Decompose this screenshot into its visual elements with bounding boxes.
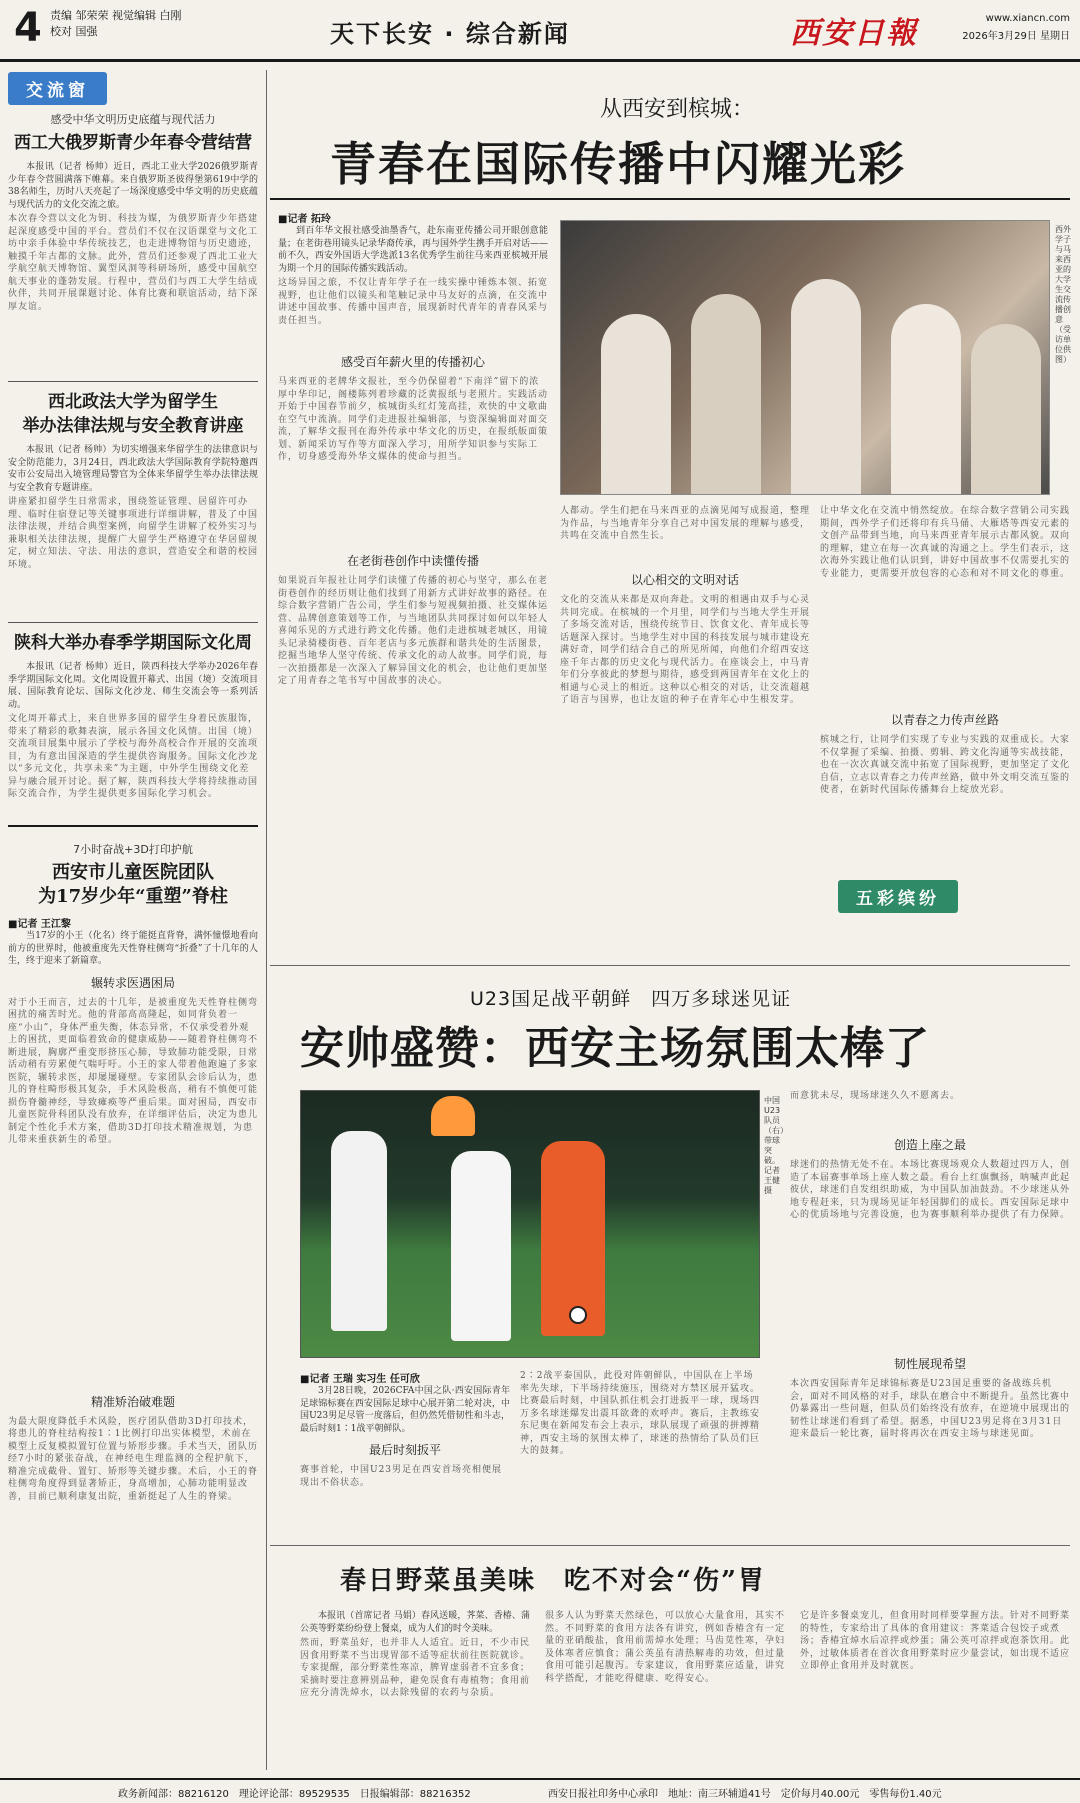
- masthead: [0, 0, 1080, 62]
- article-body-continued: 很多人认为野菜天然绿色，可以放心大量食用，其实不然。不同野菜的食用方法各有讲究，例如香椿含有一定量的亚硝酸盐，食用前需焯水处理；马齿苋性寒，孕妇及体寒者应慎食；蒲公英虽有清热解毒的功效，但过量食用可能引起腹泻。专家建议，食用野菜应适量，讲究科学搭配，才能吃得健康、吃得安心。: [545, 1611, 785, 1684]
- article-body-continued: 这场异国之旅，不仅让青年学子在一线实操中锤炼本领、拓宽视野，也让他们以镜头和笔触记录中马友好的点滴，在交流中讲述中国故事、传播中国声音，展现新时代青年的青春风采与责任担当。: [278, 278, 548, 326]
- subheading: 以心相交的文明对话: [630, 573, 739, 587]
- mid-article-column-2: [520, 1370, 760, 1530]
- colorful-badge: 五彩缤纷: [838, 880, 958, 913]
- divider: [8, 381, 258, 382]
- article-body-continued: 为最大限度降低手术风险，医疗团队借助3D打印技术，将患儿的脊柱结构按1∶1比例打印出实体模型，术前在模型上反复模拟置钉位置与矫形步骤。手术当天，团队历经7小时的紧张奋战，在神经电生理监测的全程护航下，精准完成截骨、置钉、矫形等关键步骤。术后，小王的脊柱侧弯角度得到显著矫正，身高增加，心肺功能明显改善，目前已顺利康复出院，重新挺起了人生的脊梁。: [8, 1416, 258, 1502]
- footer-printing: 西安日报社印务中心承印 地址：南三环辅道41号 定价每月40.00元 零售每份1.40元: [548, 1789, 942, 1800]
- article-body-continued: 赛事首轮，中国U23男足在西安首场亮相便展现出不俗状态。: [300, 1465, 503, 1488]
- article-body: 本报讯（记者 杨帅）为切实增强来华留学生的法律意识与安全防范能力，3月24日，西北政法大学国际教育学院特邀西安市公安局出入境管理局警官为全体来华留学生举办法律法规与安全教育专题讲座。: [8, 445, 258, 493]
- students-exchange-photo: [560, 220, 1050, 495]
- editor-line-1: 责编 邹荣荣 视觉编辑 白刚: [50, 9, 182, 22]
- article-body-continued: 球迷们的热情无处不在。本场比赛现场观众人数超过四万人，创造了本届赛事单场上座人数之最。看台上红旗飘扬，呐喊声此起彼伏，球迷们自发组织助威，为中国队加油鼓劲。不少球迷从外地专程赶来，只为现场见证年轻国脚们的成长。西安国际足球中心的优质场地与完善设施，也为赛事顺利举办提供了有力保障。: [790, 1160, 1070, 1220]
- header-meta: [962, 10, 1070, 46]
- article-title[interactable]: 西北政法大学为留学生 举办法律法规与安全教育讲座: [22, 392, 244, 436]
- headline-kicker: 从西安到槟城：: [600, 97, 755, 122]
- colorful-section: [838, 880, 958, 913]
- footer-contacts: 政务新闻部：88216120 理论评论部：89529535 日报编辑部：88216352: [118, 1789, 471, 1800]
- article-body: 本报讯（首席记者 马娟）春风送暖，荠菜、香椿、蒲公英等野菜纷纷登上餐桌，成为人们的时令美味。: [300, 1611, 530, 1634]
- exchange-badge: 交流窗: [8, 72, 107, 105]
- byline: ■记者 王江黎: [8, 919, 71, 930]
- article-body-continued: 对于小王而言，过去的十几年，是被重度先天性脊柱侧弯困扰的痛苦时光。他的背部高高隆起，如同背负着一座“小山”，身体严重失衡，体态异常，不仅承受着外观上的困扰，更面临着致命的健康威胁——随着脊柱侧弯不断进展，胸廓严重变形挤压心肺，导致肺功能受限，日常活动稍有劳累便气喘吁吁。小王的家人带着他跑遍了多家医院，辗转求医，却屡屡碰壁。专家团队会诊后认为，患儿的脊柱畸形极其复杂，手术风险极高，稍有不慎便可能损伤脊髓神经，导致瘫痪等严重后果。面对困局，西安市儿童医院骨科团队没有放弃，在详细评估后，决定为患儿制定个性化手术方案，借助3D打印技术精准规划，为患儿带来重获新生的希望。: [8, 997, 258, 1145]
- top-article-column-2: [560, 505, 810, 894]
- subheading: 辗转求医遇困局: [90, 975, 175, 990]
- headline[interactable]: 青春在国际传播中闪耀光彩: [330, 137, 906, 191]
- article-body-continued: 如果说百年报社让同学们读懂了传播的初心与坚守，那么在老街巷创作的经历则让他们找到了用新方式讲好故事的路径。在综合数字营销广告公司，学生们参与短视频拍摄、社交媒体运营、品牌创意策划等工作，与当地团队共同探讨如何以年轻人喜闻乐见的方式进行跨文化传播。他们走进槟城老城区，用镜头记录骑楼街巷、百年老店与多元族群和谐共处的生活图景，挖掘当地华人坚守传统、传承文化的动人故事。同学们说，每一次拍摄都是一次深入了解异国文化的机会，也让他们更加坚定了用青春之笔书写中国故事的决心。: [278, 576, 548, 686]
- article-body-continued: 本次春令营以文化为钥、科技为媒，为俄罗斯青少年搭建起深度感受中国的平台。营员们不仅在汉语课堂与文化工坊中亲手体验中华传统技艺，也走进博物馆与历史遗迹，触摸千年古都的文脉。此外，营员们还参观了西北工业大学航空航天博物馆、翼型风洞等科研场所，感受中国航空航天事业的蓬勃发展。行程中，营员们与西工大学生结成伙伴，共同开展课题讨论、体育比赛和联谊活动，结下深厚友谊。: [8, 214, 258, 312]
- site-url[interactable]: www.xiancn.com: [985, 13, 1070, 24]
- headline[interactable]: 安帅盛赞：西安主场氛围太棒了: [300, 1023, 930, 1074]
- left-column-lower: [8, 835, 258, 1676]
- photo-caption: 中国U23队员（右）带球突破。记者王健摄: [764, 1096, 788, 1195]
- article-title[interactable]: 西工大俄罗斯青少年春令营结营: [14, 133, 252, 153]
- bottom-article-column-2: [545, 1610, 785, 1770]
- subheading: 感受百年薪火里的传播初心: [340, 355, 485, 369]
- article-kicker: 感受中华文明历史底蕴与现代活力: [50, 113, 216, 126]
- subheading: 创造上座之最: [893, 1138, 966, 1152]
- subheading: 最后时刻扳平: [368, 1443, 441, 1457]
- bottom-article-column-3: [800, 1610, 1070, 1770]
- subheading: 以青春之力传声丝路: [890, 713, 999, 727]
- top-article-column-3: [820, 505, 1070, 884]
- byline: ■记者 王瑞 实习生 任可欣: [300, 1374, 420, 1385]
- football-match-photo: [300, 1090, 760, 1358]
- divider: [8, 622, 258, 623]
- byline: ■记者 拓玲: [278, 214, 331, 225]
- column-divider: [266, 70, 267, 1770]
- editor-line-2: 校对 国强: [50, 25, 98, 38]
- article-body: 到百年华文报社感受油墨香气，赴东南亚传播公司开眼创意能量；在老街巷用镜头记录华裔传承，再与国外学生携手开启对话——前不久，西安外国语大学选派13名优秀学生前往马来西亚槟城开展为期一个月的国际传播实践活动。: [278, 226, 549, 274]
- article-body-continued: 人都动。学生们把在马来西亚的点滴见闻写成报道，整理为作品，与当地青年分享自己对中国发展的理解与感受，共鸣在交流中自然生长。: [560, 506, 810, 541]
- subheading: 精准矫治破难题: [90, 1394, 175, 1409]
- article-body: 本报讯（记者 杨帅）近日，西北工业大学2026俄罗斯青少年春令营圆满落下帷幕。来自俄罗斯圣彼得堡第619中学的38名师生，历时八天亮起了一场深度感受中华文明的历史底蕴与现代活力的文化交流之旅。: [8, 162, 258, 210]
- newspaper-logo: 西安日報: [790, 16, 918, 51]
- article-body-continued: 文化周开幕式上，来自世界多国的留学生身着民族服饰，带来了精彩的歌舞表演，展示各国文化风情。出国（境）交流项目展集中展示了学校与海外高校合作开展的交流项目，为有意出国深造的学生提供咨询服务。国际文化沙龙以“多元文化，共享未来”为主题，中外学生围绕文化差异与融合展开讨论。据了解，陕西科技大学将持续推动国际交流合作，为学生提供更多国际化学习机会。: [8, 714, 258, 799]
- photo-caption: 西外学子与马来西亚的大学生交流传播创意（受访单位供图）: [1055, 225, 1071, 364]
- mid-article-column-3: [790, 1090, 1070, 1578]
- article-kicker: 7小时奋战+3D打印护航: [73, 843, 193, 856]
- article-body: 当17岁的小王（化名）终于能挺直背脊，满怀憧憬地看向前方的世界时，他被重度先天性脊柱侧弯“折叠”了十几年的人生，终于迎来了新篇章。: [8, 931, 258, 966]
- article-body: 本报讯（记者 杨帅）近日，陕西科技大学举办2026年春季学期国际文化周。文化周设置开幕式、出国（境）交流项目展、国际教育论坛、国际文化沙龙、师生交流会等一系列活动。: [8, 662, 258, 710]
- page-number: 4: [14, 5, 42, 51]
- subheading: 韧性展现希望: [893, 1357, 966, 1371]
- article-body-continued: 文化的交流从来都是双向奔赴。文明的相遇由双手与心灵共同完成。在槟城的一个月里，同学们与当地大学生开展了多场交流对话，围绕传统节日、饮食文化、青年成长等话题深入探讨。当地学生对中国的科技发展与城市建设充满好奇，同学们结合自己的所见所闻，向他们介绍西安这座千年古都的历史文化与现代活力。在座谈会上，中马青年们分享彼此的梦想与期待，感受到两国青年在文化上的相通与心灵上的相近。这种以心相交的对话，让交流超越了语言与国界，也让友谊的种子在青年心中生根发芽。: [560, 595, 810, 705]
- subheading: 在老街巷创作中读懂传播: [346, 554, 479, 568]
- section-divider: [270, 965, 1070, 966]
- headline-rule: [270, 198, 1070, 200]
- article-body-continued: 2∶2战平泰国队，此役对阵朝鲜队，中国队在上半场率先失球，下半场持续施压，围绕对方禁区展开猛攻。比赛最后时刻，中国队抓住机会打进扳平一球，现场四万多名球迷爆发出震耳欲聋的欢呼声。赛后，主教练安东尼奥在新闻发布会上表示，球队展现了顽强的拼搏精神，西安主场的氛围太棒了，球迷的热情给了队员们巨大的鼓舞。: [520, 1371, 760, 1456]
- article-body-continued: 它是许多餐桌宠儿，但食用时同样要掌握方法。针对不同野菜的特性，专家给出了具体的食用建议：荠菜适合包饺子或煮汤；香椿宜焯水后凉拌或炒蛋；蒲公英可凉拌或泡茶饮用。此外，过敏体质者在首次食用野菜时应少量尝试，如出现不适应立即停止食用并及时就医。: [800, 1611, 1070, 1671]
- section-title: 天下长安 · 综合新闻: [330, 20, 570, 48]
- left-section-rule: [8, 825, 258, 827]
- bottom-article-column-1: [300, 1610, 530, 1767]
- headline[interactable]: 春日野菜虽美味 吃不对会“伤”胃: [340, 1566, 766, 1596]
- article-body-continued: 本次西安国际青年足球锦标赛是U23国足重要的备战练兵机会，面对不同风格的对手，球队在磨合中不断提升。虽然比赛中仍暴露出一些问题，但队员们始终没有放弃，在逆境中展现出的韧性让球迷们看到了希望。据悉，中国U23男足将在3月31日迎来最后一轮比赛，届时将再次在西安主场与球迷见面。: [790, 1379, 1070, 1439]
- article-body-continued: 然而，野菜虽好，也并非人人适宜。近日，不少市民因食用野菜不当出现胃部不适等症状前往医院就诊。专家提醒，部分野菜性寒凉，脾胃虚弱者不宜多食；采摘时要注意辨别品种，避免误食有毒植物；食用前应充分清洗焯水，以去除残留的农药与杂质。: [300, 1638, 530, 1698]
- article-body-continued: 马来西亚的老牌华文报社，至今仍保留着“下南洋”留下的浓厚中华印记，阁楼陈列着珍藏的泛黄报纸与老照片。实践活动开始于中国春节前夕，槟城街头红灯笼高挂，欢快的中文歌曲在空气中流淌。同学们走进报社编辑部，与资深编辑面对面交流，了解华文报刊在海外传承中华文化的历史，在报纸版面策划、新闻采访写作等方面深入学习，用所学知识参与实际工作，切身感受海外华文媒体的使命与担当。: [278, 377, 548, 462]
- footer: [0, 1778, 1080, 1803]
- article-title[interactable]: 陕科大举办春季学期国际文化周: [14, 633, 252, 653]
- left-column: [8, 72, 258, 859]
- article-title[interactable]: 西安市儿童医院团队 为17岁少年“重塑”脊柱: [38, 862, 228, 907]
- article-body: 3月28日晚，2026CFA中国之队·西安国际青年足球锦标赛在西安国际足球中心展开第二轮对决，中国U23男足尽管一度落后，但仍然凭借韧性和斗志，最后时刻1∶1战平朝鲜队。: [300, 1386, 510, 1434]
- headline-kicker: U23国足战平朝鲜 四万多球迷见证: [470, 988, 792, 1010]
- editor-credits: [50, 8, 182, 40]
- top-article-column-1: [278, 210, 548, 855]
- issue-date: 2026年3月29日 星期日: [962, 31, 1070, 42]
- article-body-continued: 讲座紧扣留学生日常需求，围绕签证管理、居留许可办理、临时住宿登记等关键事项进行详细讲解，普及了中国法律法规，并结合典型案例，向留学生讲解了校外实习与兼职相关法律法规，提醒广大留学生严格遵守在华居留规定，树立知法、守法、用法的意识，营造安全和谐的校园环境。: [8, 497, 258, 570]
- mid-article-column-1: [300, 1370, 510, 1494]
- article-body-continued: 而意犹未尽，现场球迷久久不愿离去。: [790, 1091, 961, 1101]
- article-body-continued: 让中华文化在交流中悄然绽放。在综合数字营销公司实践期间，西外学子们还将印有兵马俑、大雁塔等西安元素的文创产品带到当地，向马来西亚青年展示古都风貌。双向的理解，建立在每一次真诚的沟通之上。学生们表示，这次海外实践让他们认识到，讲好中国故事不仅需要扎实的专业能力，更需要开放包容的心态和对不同文化的尊重。: [820, 506, 1070, 579]
- article-body-continued: 槟城之行，让同学们实现了专业与实践的双重成长。大家不仅掌握了采编、拍摄、剪辑、跨文化沟通等实战技能，也在一次次真诚交流中拓宽了国际视野，更加坚定了文化自信，立志以青春之力传声丝路，做中外文明交流互鉴的使者，在新时代国际传播舞台上绽放光彩。: [820, 735, 1070, 795]
